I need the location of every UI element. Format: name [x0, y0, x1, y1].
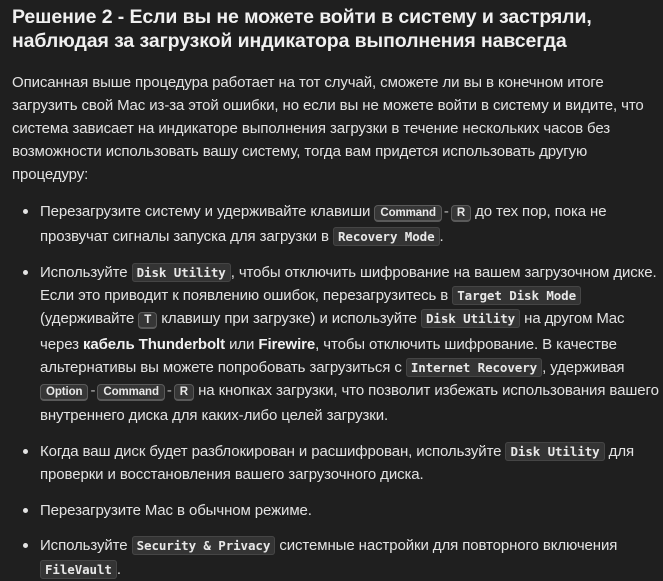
kbd-r: R [174, 384, 194, 401]
text: (удерживайте [40, 310, 139, 328]
key-separator: - [166, 381, 172, 399]
text: на кнопках загрузки, что позволит избежать использования вашего внутреннего диска для каких-либо целей загрузки. [40, 381, 659, 425]
code-disk-utility: Disk Utility [132, 263, 231, 282]
text: Когда ваш диск будет разблокирован и расшифрован, используйте [40, 442, 506, 460]
text: клавишу при загрузке) и используйте [157, 310, 421, 328]
code-filevault: FileVault [40, 560, 117, 579]
code-recovery-mode: Recovery Mode [333, 227, 440, 246]
text: , чтобы отключить шифрование. В качестве альтернативы вы можете попробовать загрузиться с [40, 335, 617, 376]
kbd-option: Option [40, 384, 88, 401]
steps-list [12, 200, 663, 581]
key-separator: - [90, 381, 96, 399]
list-item [40, 440, 663, 486]
code-security-privacy: Security & Privacy [132, 536, 276, 555]
kbd-command: Command [97, 384, 165, 401]
kbd-t: T [138, 312, 157, 329]
list-item [40, 200, 663, 248]
code-internet-recovery: Internet Recovery [406, 358, 542, 377]
bold-firewire: Firewire [258, 335, 316, 353]
text: на другом Mac через [40, 310, 625, 353]
kbd-r: R [451, 205, 471, 222]
list-item [40, 499, 663, 522]
text: или [225, 335, 259, 353]
key-separator: - [443, 203, 449, 220]
text: Перезагрузите Mac в обычном режиме. [40, 501, 312, 519]
kbd-command: Command [374, 205, 442, 222]
text: системные настройки для повторного включения [275, 537, 618, 555]
code-disk-utility: Disk Utility [421, 309, 520, 328]
text: , удерживая [542, 358, 625, 376]
text: для проверки и восстановления вашего загрузочного диска. [40, 442, 634, 484]
list-item [40, 261, 663, 427]
list-item [40, 534, 663, 580]
text: . [116, 560, 121, 578]
text: до тех пор, пока не прозвучат сигналы запуска для загрузки в [40, 203, 607, 246]
section-heading: Решение 2 - Если вы не можете войти в систему и застряли, наблюдая за загрузкой индикатора выполнения навсегда [12, 6, 592, 52]
code-disk-utility: Disk Utility [505, 442, 604, 461]
intro-paragraph: Описанная выше процедура работает на тот случай, сможете ли вы в конечном итоге загрузить свой Mac из-за этой ошибки, но если вы не можете войти в систему и видите, что система зависает на индикаторе выполнения загрузки в течение нескольких часов без возможности использовать вашу систему, тогда вам придется использовать другую процедуру: [12, 74, 644, 183]
text: Перезагрузите систему и удерживайте клавиши [40, 203, 375, 220]
text: Используйте [40, 537, 132, 555]
text: Используйте [40, 263, 132, 281]
code-target-disk-mode: Target Disk Mode [452, 286, 581, 305]
text: . [439, 228, 444, 246]
bold-thunderbolt: кабель Thunderbolt [82, 335, 226, 353]
text: , чтобы отключить шифрование на вашем загрузочном диске. Если это приводит к появлению ошибок, перезагрузитесь в [40, 263, 657, 305]
